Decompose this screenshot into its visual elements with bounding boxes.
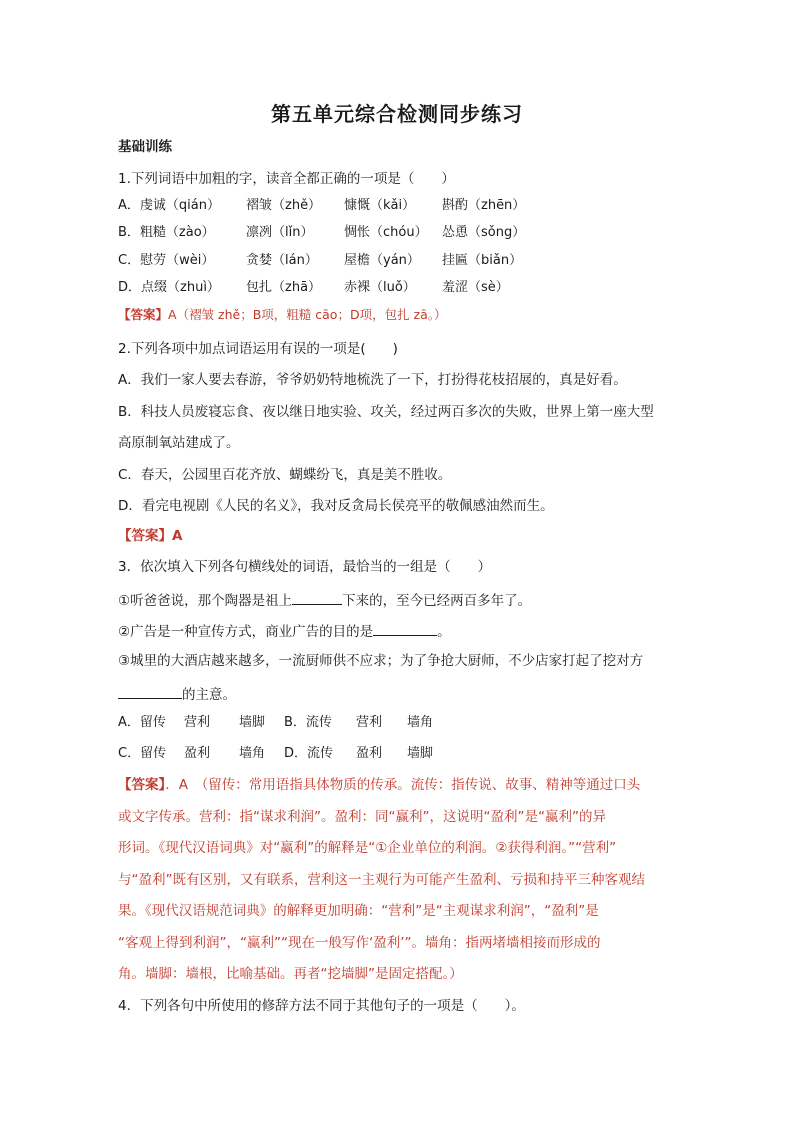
question-3-explanation-6: “客观上得到利润”，“赢利”“现在一般写作‘盈利’”。墙角：指两堵墙相接而形成的: [118, 935, 601, 951]
question-2-stem: 2.下列各项中加点词语运用有误的一项是( ): [118, 341, 398, 357]
question-2-option-c: C．春天，公园里百花齐放、蝴蝶纷飞，真是美不胜收。: [118, 467, 452, 483]
question-3-answer: 【答案】．A （留传：常用语指具体物质的传承。流传：指传说、故事、精神等通过口头: [118, 777, 641, 793]
question-2-option-a: A．我们一家人要去春游，爷爷奶奶特地梳洗了一下，打扮得花枝招展的，真是好看。: [118, 372, 627, 388]
question-4-stem: 4．下列各句中所使用的修辞方法不同于其他句子的一项是（ ）。: [118, 998, 525, 1014]
section-heading: 基础训练: [118, 139, 172, 155]
page-title: 第五单元综合检测同步练习: [271, 102, 523, 126]
question-3-explanation-5: 果。《现代汉语规范词典》的解释更加明确：“营利”是“主观谋求利润”，“盈利”是: [118, 903, 599, 919]
question-2-option-d: D．看完电视剧《人民的名义》，我对反贪局长侯亮平的敬佩感油然而生。: [118, 498, 554, 514]
question-2-option-b: B．科技人员废寝忘食、夜以继日地实验、攻关，经过两百多次的失败，世界上第一座大型: [118, 404, 654, 420]
question-1-answer: 【答案】A（褶皱 zhě；B项，粗糙 cāo；D项，包扎 zā。）: [118, 307, 447, 322]
question-3-sentence-3-cont: 的主意。: [118, 684, 684, 704]
question-3-explanation-2: 或文字传承。营利：指“谋求利润”。盈利：同“赢利”，这说明“盈利”是“赢利”的异: [118, 809, 606, 825]
question-3-explanation-3: 形词。《现代汉语词典》对“赢利”的解释是“①企业单位的利润。②获得利润。”“营利”: [118, 840, 617, 856]
question-3-sentence-1: ①听爸爸说，那个陶器是祖上 下来的，至今已经两百多年了。: [118, 590, 684, 610]
fill-blank: [118, 684, 182, 699]
question-3-sentence-3: ③城里的大酒店越来越多，一流厨师供不应求；为了争抢大厨师，不少店家打起了挖对方: [118, 653, 644, 669]
fill-blank: [292, 590, 342, 605]
question-2-answer: 【答案】A: [118, 528, 183, 544]
question-2-option-b-cont: 高原制氧站建成了。: [118, 435, 240, 451]
fill-blank: [373, 621, 437, 636]
question-3-stem: 3．依次填入下列各句横线处的词语，最恰当的一组是（ ）: [118, 559, 492, 575]
question-3-explanation-4: 与“盈利”既有区别，又有联系，营利这一主观行为可能产生盈利、亏损和持平三种客观结: [118, 872, 645, 888]
question-3-explanation-7: 角。墙脚：墙根，比喻基础。再者“挖墙脚”是固定搭配。）: [118, 966, 463, 982]
document-page: 第五单元综合检测同步练习 基础训练 1.下列词语中加粗的字，读音全都正确的一项是（ ） A．虔诚（qián） 褶皱（zhě） 慷慨（kǎi） 斟酌（zhēn） B．粗糙（zào） 凛冽（lǐn） 惆怅（chóu） 怂恿（sǒng） C．慰劳（wèi） 贪婪（lán） 屋檐（yán） 挂匾（biǎn） D．点缀（zhuì） 包扎（zhā） 赤裸（luǒ） 羞涩（sè） 【答案】A（褶皱 zhě；B项，粗糙 cāo；D项，包扎 zā。） 2.下列各项中加点词语运用有误的一项是( ) A．我们一家人要去春游，爷爷奶奶特地梳洗了一下，打扮得花枝招展的，真是好看。 B．科技人员废寝忘食、夜以继日地实验、攻关，经过两百多次的失败，世界上第一座大型 高原制氧站建成了。 C．春天，公园里百花齐放、蝴蝶纷飞，真是美不胜收。 D．看完电视剧《人民的名义》，我对反贪局长侯亮平的敬佩感油然而生。 【答案】A 3．依次填入下列各句横线处的词语，最恰当的一组是（ ） ①听爸爸说，那个陶器是祖上 下来的，至今已经两百多年了。 ②广告是一种宣传方式，商业广告的目的是 。 ③城里的大酒店越来越多，一流厨师供不应求；为了争抢大厨师，不少店家打起了挖对方 的主意。 A．留传 营利 墙脚 B．流传 营利 墙角 C．留传 盈利 墙角 D．流传 盈利 墙脚 【答案】．A （留传：常用语指具体物质的传承。流传：指传说、故事、精神等通过口头 或文字传承。营利：指“谋求利润”。盈利：同“赢利”，这说明“盈利”是“赢利”的异 形词。《现代汉语词典》对“赢利”的解释是“①企业单位的利润。②获得利润。”“营利” 与“盈利”既有区别，又有联系，营利这一主观行为可能产生盈利、亏损和持平三种客观结 果。《现代汉语规范词典》的解释更加明确：“营利”是“主观谋求利润”，“盈利”是 “客观上得到利润”，“赢利”“现在一般写作‘盈利’”。墙角：指两堵墙相接而形成的 角。墙脚：墙根，比喻基础。再者“挖墙脚”是固定搭配。） 4．下列各句中所使用的修辞方法不同于其他句子的一项是（ ）。: [0, 0, 794, 1123]
question-3-sentence-2: ②广告是一种宣传方式，商业广告的目的是 。: [118, 621, 684, 641]
question-1-stem: 1.下列词语中加粗的字，读音全都正确的一项是（ ）: [118, 171, 455, 187]
